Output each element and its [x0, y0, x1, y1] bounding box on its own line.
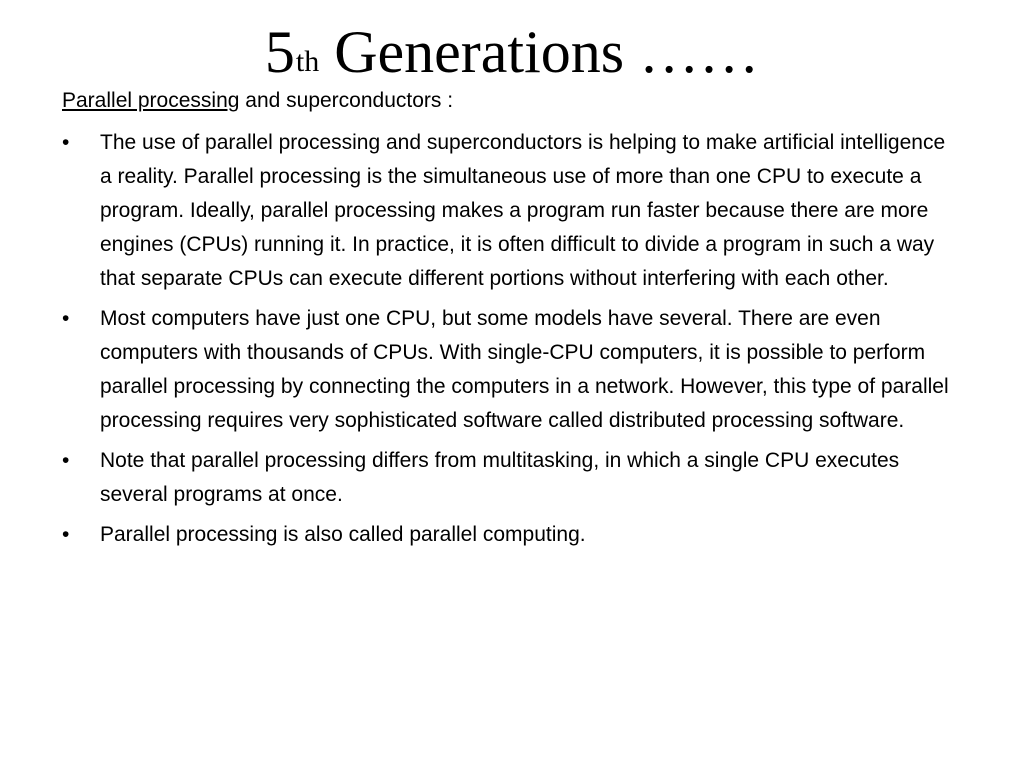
- bullet-icon: •: [62, 131, 70, 154]
- bullet-text: Note that parallel processing differs from multitasking, in which a single CPU executes several programs at once.: [100, 449, 900, 506]
- subtitle-underlined: Parallel processing: [62, 89, 240, 112]
- bullet-item: [62, 518, 962, 552]
- title-superscript: th: [295, 45, 320, 78]
- slide-title: [0, 16, 1024, 88]
- bullet-text: The use of parallel processing and superconductors is helping to make artificial intelligence a reality. Parallel processing is the simultaneous use of more than one CPU to execute a program. Ideally, parallel processing makes a program run faster because there are more engines (CPUs) running it. In practice, it is often difficult to divide a program in such a way that separate CPUs can execute different portions without interfering with each other.: [100, 131, 946, 290]
- title-text: Generations ……: [319, 19, 760, 85]
- bullet-list: [62, 126, 962, 558]
- slide-subtitle: [62, 86, 453, 116]
- subtitle-text: and superconductors :: [239, 89, 454, 112]
- bullet-icon: •: [62, 449, 70, 472]
- title-number: 5: [264, 19, 295, 85]
- bullet-item: [62, 444, 962, 512]
- bullet-item: [62, 302, 962, 438]
- bullet-text: Most computers have just one CPU, but some models have several. There are even computers with thousands of CPUs. With single-CPU computers, it is possible to perform parallel processing by connecting the computers in a network. However, this type of parallel processing requires very sophisticated software called distributed processing software.: [100, 307, 949, 432]
- bullet-text: Parallel processing is also called parallel computing.: [100, 523, 586, 546]
- bullet-item: [62, 126, 962, 296]
- bullet-icon: •: [62, 523, 70, 546]
- bullet-icon: •: [62, 307, 70, 330]
